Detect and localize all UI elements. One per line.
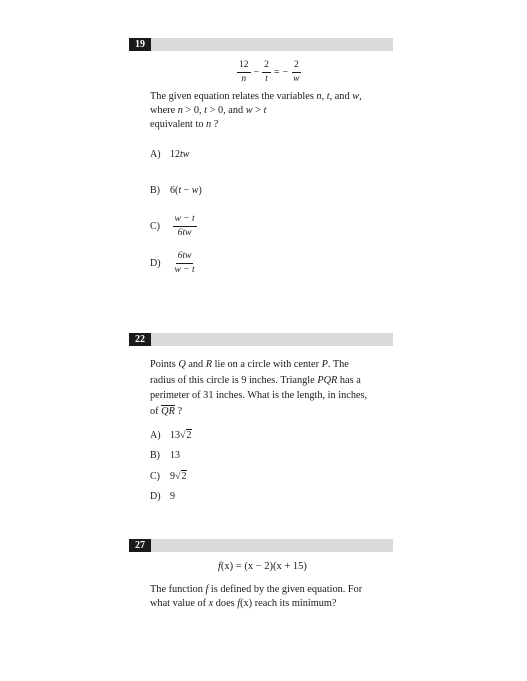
question-number: 27 xyxy=(129,539,151,552)
question-header-27 xyxy=(129,539,393,552)
question-stem-22: Points Q and R lie on a circle with center P. The radius of this circle is 9 inches. Triangle PQR has a perimeter of 31 inches. What is the length, in inches, of QR ? xyxy=(150,359,368,417)
question-number: 19 xyxy=(129,38,151,51)
choice-d[interactable]: D) $\frac{6tw}{w - t}$ xyxy=(150,251,195,275)
question-header-19 xyxy=(129,38,393,51)
fraction: $\frac{12}{n}$ xyxy=(239,60,249,84)
choice-b[interactable]: B) 13 xyxy=(150,450,180,461)
fraction: $\frac{w - t}{6tw}$ xyxy=(174,214,195,238)
choice-a[interactable]: A) 12tw xyxy=(150,149,190,160)
choice-c[interactable]: C) $\frac{w - t}{6tw}$ xyxy=(150,214,195,238)
choice-c[interactable]: C) 9√2 xyxy=(150,471,187,482)
sqrt-icon: √ xyxy=(175,471,181,482)
question-number: 22 xyxy=(129,333,151,346)
question-stem-19: The given equation relates the variables n, t, and w, where n > 0, t > 0, and w > t equivalent to n ? xyxy=(150,91,362,130)
question-header-22 xyxy=(129,333,393,346)
fraction: $\frac{6tw}{w - t}$ xyxy=(174,251,195,275)
question-stem-27: The function f is defined by the given equation. For what value of x does f(x) reach its minimum? xyxy=(150,584,363,609)
fraction: $\frac{2}{w}$ xyxy=(293,60,300,84)
equation-19: $\frac{12}{n}$ − $\frac{2}{t}$ = − $\frac{2}{w}$ xyxy=(239,60,300,84)
segment-qr: QR xyxy=(161,405,175,417)
equation-27: f (x) = (x − 2)(x + 15) xyxy=(218,561,307,572)
choice-b[interactable]: B) 6(t − w) xyxy=(150,185,202,196)
fraction: $\frac{2}{t}$ xyxy=(264,60,269,84)
sqrt-icon: √ xyxy=(180,430,186,441)
choice-a[interactable]: A) 13√2 xyxy=(150,430,192,441)
choice-d[interactable]: D) 9 xyxy=(150,491,175,502)
